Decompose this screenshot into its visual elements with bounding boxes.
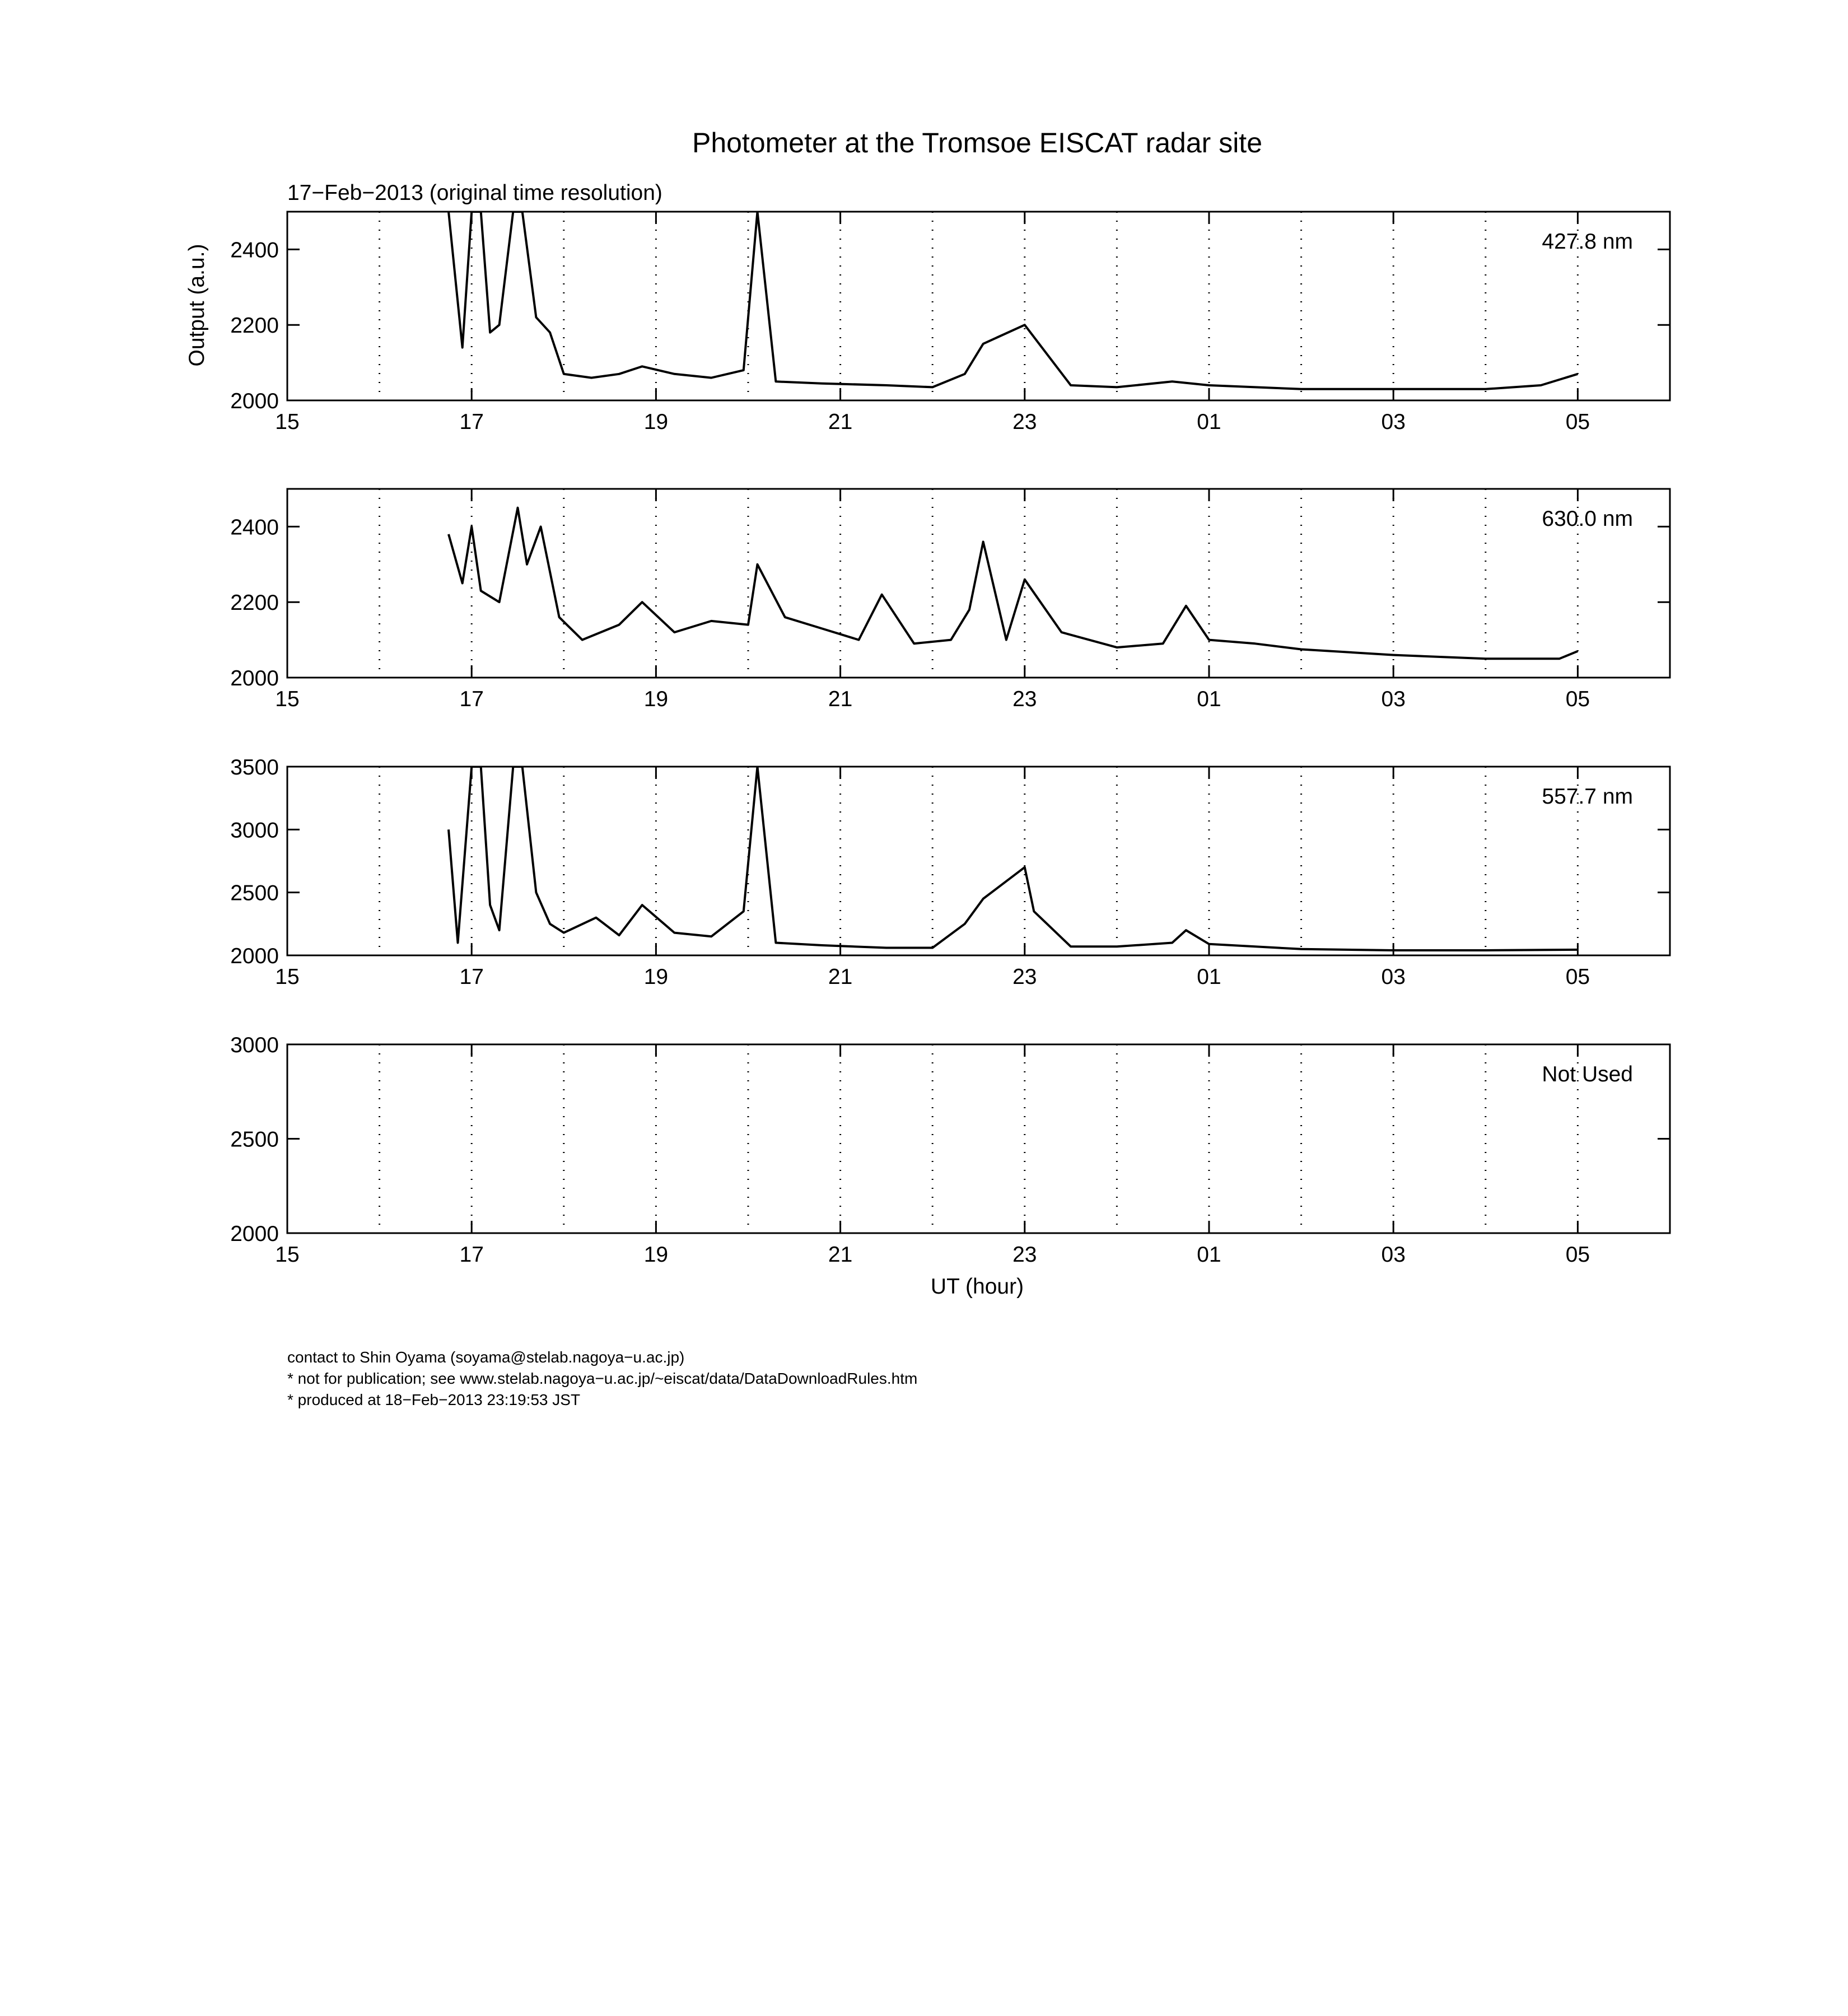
y-tick-label: 3500 xyxy=(230,755,279,780)
x-axis-label: UT (hour) xyxy=(930,1275,1024,1299)
panel-2 xyxy=(230,489,1670,711)
x-tick-label: 17 xyxy=(459,1243,484,1267)
x-tick-label: 17 xyxy=(459,410,484,434)
x-tick-label: 21 xyxy=(828,1243,853,1267)
y-tick-label: 2400 xyxy=(230,238,279,263)
x-tick-label: 05 xyxy=(1565,410,1590,434)
x-tick-label: 01 xyxy=(1197,410,1221,434)
series-line xyxy=(449,767,1578,950)
x-tick-label: 03 xyxy=(1381,410,1406,434)
y-tick-label: 2500 xyxy=(230,881,279,906)
x-tick-label: 01 xyxy=(1197,965,1221,989)
x-tick-label: 15 xyxy=(275,1243,300,1267)
series-line xyxy=(449,212,1578,389)
figure-title: Photometer at the Tromsoe EISCAT radar site xyxy=(692,127,1263,158)
x-tick-label: 21 xyxy=(828,410,853,434)
x-tick-label: 17 xyxy=(459,965,484,989)
y-tick-label: 3000 xyxy=(230,1033,279,1057)
x-tick-label: 05 xyxy=(1565,687,1590,711)
x-tick-label: 01 xyxy=(1197,1243,1221,1267)
x-tick-label: 21 xyxy=(828,965,853,989)
x-tick-label: 23 xyxy=(1012,1243,1037,1267)
x-tick-label: 03 xyxy=(1381,1243,1406,1267)
axes-frame xyxy=(287,212,1670,400)
panel-label: Not Used xyxy=(1542,1062,1633,1086)
x-tick-label: 03 xyxy=(1381,965,1406,989)
x-tick-label: 23 xyxy=(1012,965,1037,989)
footer-publication-note: * not for publication; see www.stelab.nagoya−u.ac.jp/~eiscat/data/DataDownloadRules.htm xyxy=(287,1370,918,1387)
x-tick-label: 03 xyxy=(1381,687,1406,711)
panel-4 xyxy=(230,1033,1670,1267)
panel-3 xyxy=(230,755,1670,989)
y-tick-label: 2000 xyxy=(230,666,279,690)
x-tick-label: 19 xyxy=(643,687,669,711)
y-tick-label: 3000 xyxy=(230,818,279,843)
x-tick-label: 15 xyxy=(275,410,300,434)
y-tick-label: 2500 xyxy=(230,1127,279,1152)
y-tick-label: 2000 xyxy=(230,1222,279,1246)
x-tick-label: 01 xyxy=(1197,687,1221,711)
panel-label: 630.0 nm xyxy=(1542,507,1633,531)
footer-produced-at: * produced at 18−Feb−2013 23:19:53 JST xyxy=(287,1391,581,1408)
footer-contact: contact to Shin Oyama (soyama@stelab.nagoya−u.ac.jp) xyxy=(287,1348,685,1366)
figure-subtitle: 17−Feb−2013 (original time resolution) xyxy=(287,181,662,205)
series-line xyxy=(449,508,1578,659)
y-tick-label: 2000 xyxy=(230,389,279,413)
x-tick-label: 19 xyxy=(643,410,669,434)
y-axis-label: Output (a.u.) xyxy=(185,244,209,367)
x-tick-label: 05 xyxy=(1565,1243,1590,1267)
y-tick-label: 2200 xyxy=(230,314,279,338)
axes-frame xyxy=(287,767,1670,955)
x-tick-label: 05 xyxy=(1565,965,1590,989)
x-tick-label: 19 xyxy=(643,1243,669,1267)
x-tick-label: 17 xyxy=(459,687,484,711)
y-tick-label: 2400 xyxy=(230,515,279,540)
x-tick-label: 21 xyxy=(828,687,853,711)
x-tick-label: 19 xyxy=(643,965,669,989)
y-tick-label: 2000 xyxy=(230,944,279,968)
axes-frame xyxy=(287,1044,1670,1233)
x-tick-label: 15 xyxy=(275,965,300,989)
x-tick-label: 23 xyxy=(1012,410,1037,434)
y-tick-label: 2200 xyxy=(230,591,279,615)
panel-label: 557.7 nm xyxy=(1542,785,1633,809)
x-tick-label: 15 xyxy=(275,687,300,711)
panel-label: 427.8 nm xyxy=(1542,230,1633,254)
x-tick-label: 23 xyxy=(1012,687,1037,711)
panel-1 xyxy=(230,212,1670,434)
axes-frame xyxy=(287,489,1670,678)
figure-footer xyxy=(287,1347,917,1411)
